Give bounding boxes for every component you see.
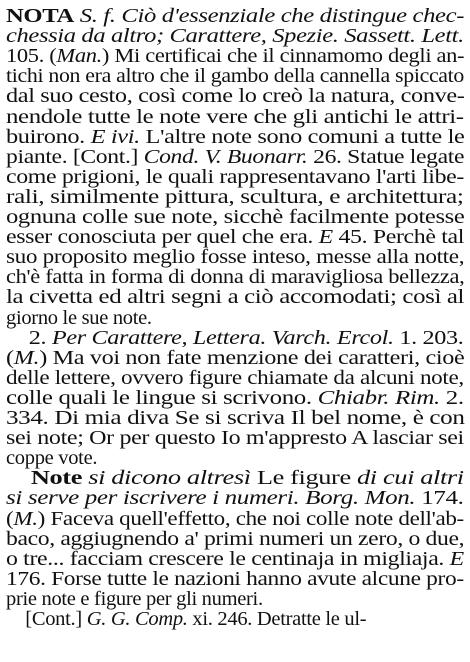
text-run: rali, similmente pittura, scultura, e architettura;	[6, 185, 464, 208]
text-run: buirono.	[6, 125, 91, 148]
text-run: 334. Di mia diva Se si scriva Il bel nome, è con	[6, 407, 465, 429]
text-run: 174.	[415, 487, 464, 510]
text-run: delle lettere, ovvero figure chiamate da alcuni note,	[6, 366, 464, 389]
text-run: si dicono altresì	[82, 467, 251, 490]
text-run: Le figure	[250, 467, 357, 490]
text-run: L'altre note sono comuni a tutte le	[139, 125, 465, 148]
text-run: baco, aggiugnendo a' primi numeri un zero, o due,	[6, 527, 465, 550]
text-run: suo proposito meglio fosse inteso, messe alla notte,	[6, 246, 465, 269]
text-run: NOTA	[6, 5, 74, 27]
text-run: E ivi.	[90, 125, 140, 148]
text-run: sei note; Or per questo Io m'appresto A lasciar sei	[6, 427, 464, 450]
text-run: 26. Statue legate	[307, 145, 465, 168]
text-run: tichi non era altro che il gambo della cannella spiccato	[6, 65, 465, 88]
text-run: Man.	[56, 45, 102, 68]
text-run: (	[6, 346, 14, 369]
text-run: xi. 246. Detratte le ul-	[187, 608, 367, 630]
text-run: Note	[6, 467, 83, 490]
text-run: E	[449, 547, 464, 570]
text-run: come prigioni, le quali rappresentavano l'arti libe-	[6, 165, 464, 188]
text-run: ) Ma voi non fate menzione dei caratteri, cioè	[39, 346, 465, 369]
text-run: prie note e figure per gli numeri.	[6, 587, 263, 610]
text-run: ch'è fatta in forma di donna di maravigliosa bellezza,	[6, 266, 465, 289]
text-run: E	[318, 226, 333, 249]
text-run: colle quali le lingue si scrivono.	[6, 386, 318, 409]
text-run: M.	[13, 346, 40, 369]
text-run: o tre... facciam crescere le centinaja in migliaja.	[6, 547, 450, 570]
text-run: di cui altri	[356, 467, 464, 490]
text-run: 2.	[6, 326, 52, 349]
text-run: Chiabr. Rim.	[317, 386, 440, 409]
text-run: 2.	[439, 386, 464, 409]
text-run: 1. 203.	[393, 326, 464, 349]
text-run: 45. Perchè tal	[332, 226, 464, 249]
text-run: [Cont.]	[6, 608, 87, 630]
text-run: Per Carattere, Lettera. Varch. Ercol.	[51, 326, 394, 349]
text-run: chessia da altro; Carattere, Spezie. Sassett. Lett.	[6, 25, 464, 48]
text-run: G. G. Comp.	[86, 608, 188, 630]
text-run: giorno le sue note.	[6, 306, 152, 329]
text-run: M.	[13, 507, 38, 530]
text-run: 176. Forse tutte le nazioni hanno avute alcune pro-	[6, 567, 464, 590]
text-line	[6, 606, 366, 634]
text-run: ) Faceva quell'effetto, che noi colle note dell'ab-	[37, 507, 464, 530]
text-run: coppe vote.	[6, 447, 98, 470]
text-run: Cond. V. Buonarr.	[143, 145, 308, 168]
text-run: (	[6, 507, 14, 530]
text-run: si serve per iscrivere i numeri. Borg. Mon.	[6, 487, 416, 510]
text-run: nendole tutte le note vere che gli antichi le attri-	[6, 105, 464, 128]
text-run: 105. (	[6, 45, 57, 68]
text-run: ) Mi certificai che il cinnamomo degli an-	[101, 45, 465, 68]
text-run: ognuna colle sue note, sicchè facilmente potesse	[6, 206, 465, 228]
text-run: S. f. Ciò d'essenziale che distingue chec-	[73, 5, 465, 27]
text-run: la civetta ed altri segni a ciò accomodati; così al	[6, 286, 465, 309]
text-run: piante. [Cont.]	[6, 145, 144, 168]
text-run: esser conosciuta per quel che era.	[6, 226, 319, 249]
text-run: dal suo cesto, così come lo creò la natura, conve-	[6, 85, 465, 108]
